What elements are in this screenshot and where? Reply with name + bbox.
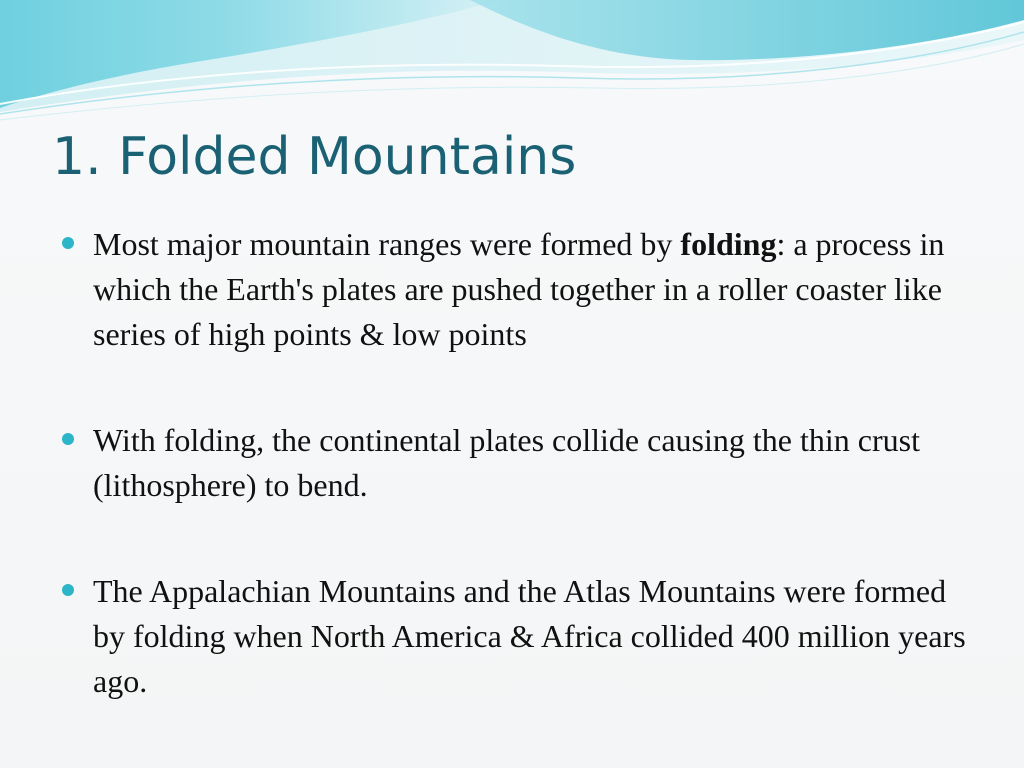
bullet-item [62, 222, 982, 357]
bullet-item [62, 418, 982, 508]
bullet-dot-icon [62, 237, 74, 249]
bullet-dot-icon [62, 584, 74, 596]
bullet-dot-icon [62, 433, 74, 445]
bullet-list [62, 222, 982, 704]
slide-title: 1. Folded Mountains [52, 127, 577, 187]
bullet-text: The Appalachian Mountains and the Atlas Mountains were formed by folding when North America & Africa collided 400 million years ago. [93, 573, 966, 699]
header-wave-decoration [0, 0, 1024, 130]
bullet-text-after: : a process in which the Earth's plates are pushed together in a roller coaster like series of high points & low points [93, 226, 945, 352]
bullet-bold-term: folding [680, 226, 777, 262]
bullet-item [62, 569, 982, 704]
bullet-text-before: Most major mountain ranges were formed by [93, 226, 681, 262]
bullet-text: With folding, the continental plates collide causing the thin crust (lithosphere) to bend. [93, 422, 920, 503]
